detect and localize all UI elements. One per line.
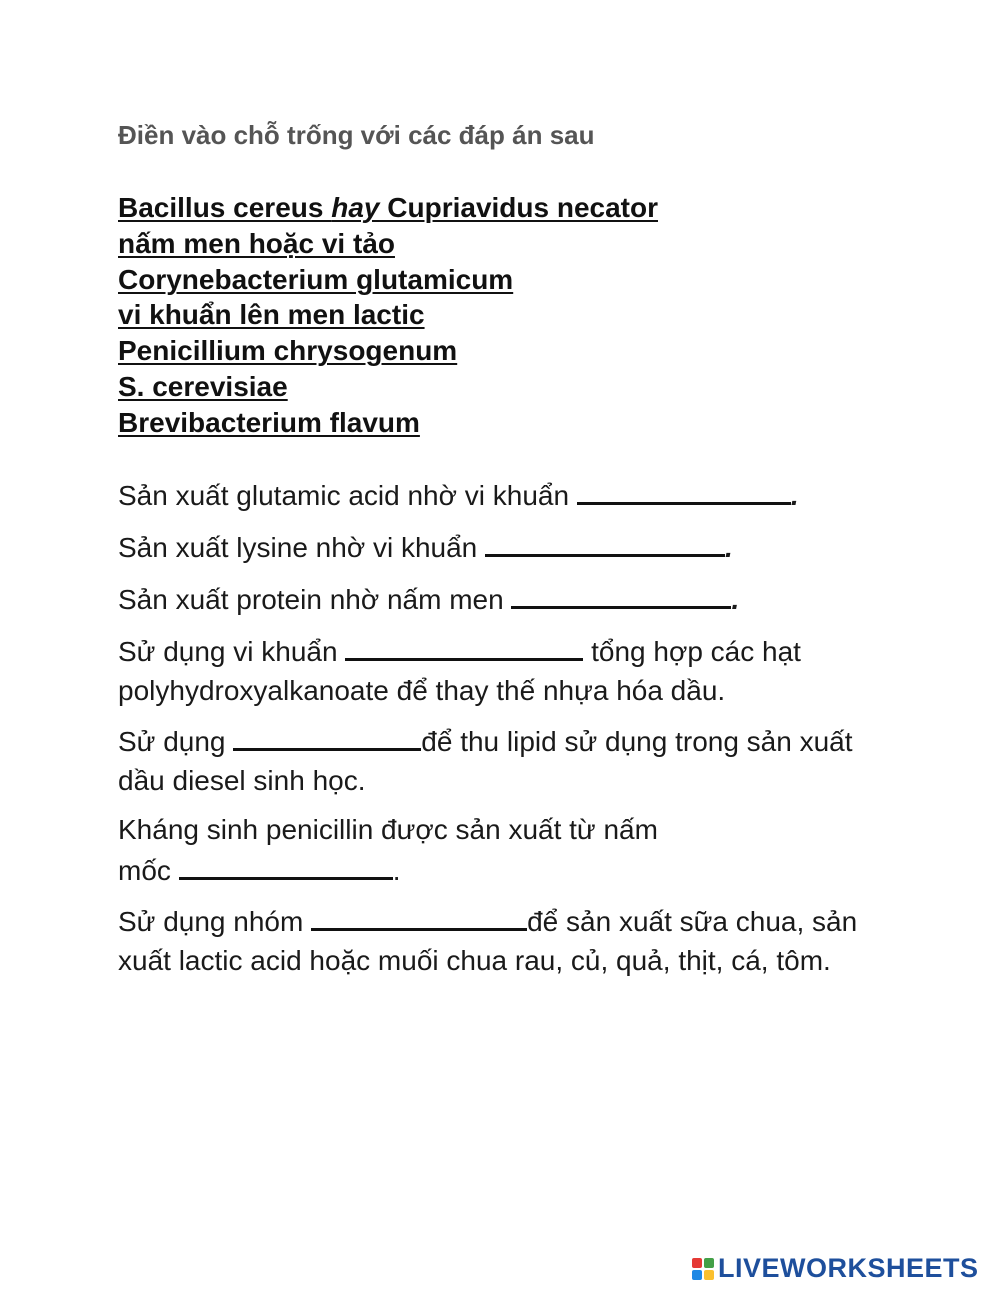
question-2 [118,526,878,567]
option-vi-khuan-lactic: vi khuẩn lên men lactic [118,299,425,331]
question-text: Sản xuất protein nhờ nấm men [118,584,512,615]
question-punct: . [731,584,740,615]
option-text: Bacillus cereus [118,192,332,223]
option-hay-italic: hay [331,192,380,223]
option-corynebacterium: Corynebacterium glutamicum [118,263,514,295]
question-text: tổng hợp các hạt polyhydroxyalkanoate để thay thế nhựa hóa dầu. [118,636,801,706]
liveworksheets-logo-icon [692,1258,714,1280]
answer-blank-6[interactable] [179,849,393,880]
question-text: Sử dụng [118,726,234,757]
question-6 [118,810,878,890]
question-text: Kháng sinh penicillin được sản xuất từ nấm [118,814,658,845]
answer-blank-2[interactable] [485,526,725,557]
option-text: Cupriavidus necator [379,192,658,223]
question-5 [118,720,878,800]
question-1 [118,474,878,515]
logo-text: LIVEWORKSHEETS [718,1253,979,1283]
logo-square [704,1258,714,1268]
answer-blank-5[interactable] [233,720,421,751]
answer-blank-3[interactable] [511,578,731,609]
option-nam-men-vi-tao: nấm men hoặc vi tảo [118,227,395,259]
question-text: Sản xuất lysine nhờ vi khuẩn [118,532,486,563]
question-punct: . [725,532,733,563]
logo-square [692,1258,702,1268]
option-brevibacterium: Brevibacterium flavum [118,406,420,438]
page-title: Điền vào chỗ trống với các đáp án sau [118,120,595,150]
question-punct: . [790,480,799,511]
logo-square [692,1270,702,1280]
answer-blank-1[interactable] [577,474,791,505]
option-penicillium: Penicillium chrysogenum [118,335,458,367]
option-s-cerevisiae: S. cerevisiae [118,370,288,402]
question-text: Sử dụng nhóm [118,906,312,937]
logo-square [704,1270,714,1280]
question-text: Sử dụng vi khuẩn [118,636,346,667]
answer-options-list [118,190,658,441]
question-3 [118,578,878,619]
question-7 [118,900,878,980]
question-punct: . [392,855,401,886]
answer-blank-4[interactable] [345,630,583,661]
question-text: để sản xuất sữa chua, sản xuất lactic acid hoặc muối chua rau, củ, quả, thịt, cá, tôm. [118,906,858,976]
answer-blank-7[interactable] [311,900,527,931]
question-text: mốc [118,855,179,886]
question-4 [118,630,878,710]
question-text: Sản xuất glutamic acid nhờ vi khuẩn [118,480,577,511]
liveworksheets-logo [692,1253,979,1284]
question-text: để thu lipid sử dụng trong sản xuất dầu diesel sinh học. [118,726,853,796]
option-bacillus-cupriavidus [118,190,658,226]
